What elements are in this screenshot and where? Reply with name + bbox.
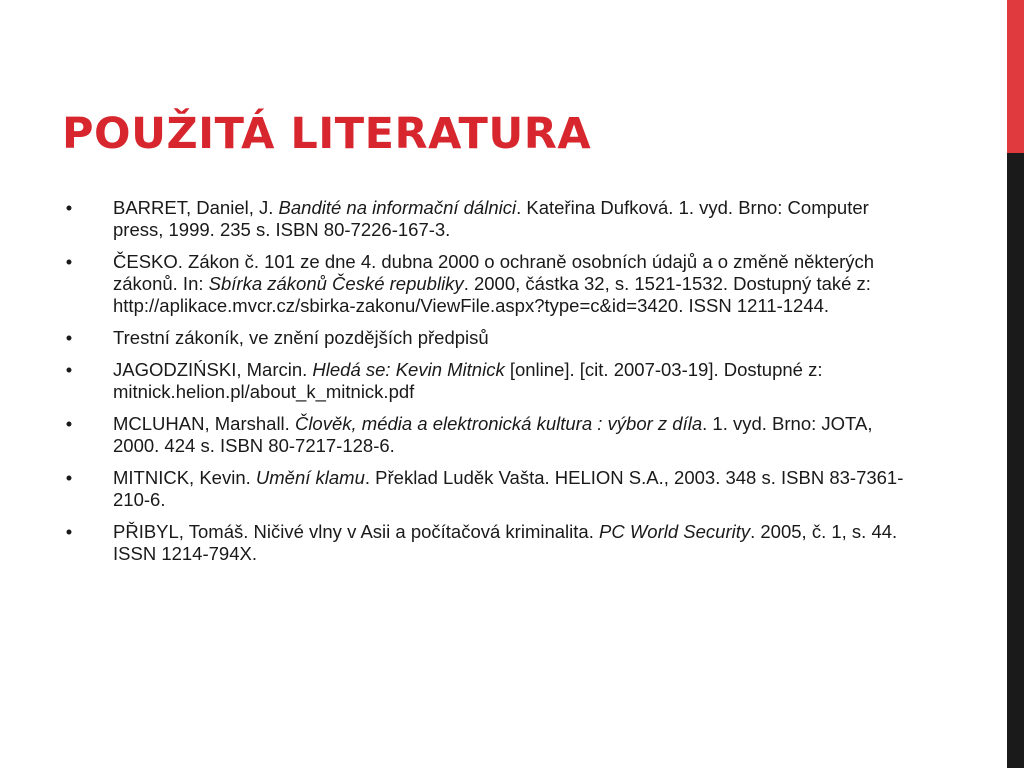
reference-list (62, 197, 912, 575)
reference-text-tail: . Překlad Luděk Vašta. HELION S.A., 2003. 348 s. ISBN 83-7361-210-6. (113, 467, 904, 510)
reference-item (62, 327, 912, 349)
bullet-icon: • (65, 251, 73, 272)
reference-text-tail: . 2000, částka 32, s. 1521-1532. Dostupný také z: http://aplikace.mvcr.cz/sbirka-zakonu/ViewFile.aspx?type=c&id=3420. ISSN 1211-1244. (113, 273, 871, 316)
bullet-icon: • (65, 359, 73, 380)
bullet-icon: • (65, 197, 73, 218)
reference-title: PC World Security (598, 521, 751, 542)
reference-item (62, 251, 912, 317)
reference-text (113, 521, 897, 564)
reference-text-lead: ČESKO. Zákon č. 101 ze dne 4. dubna 2000 o ochraně osobních údajů a o změně některých zákonů. In: (113, 251, 875, 294)
reference-item (62, 359, 912, 403)
reference-text (113, 327, 489, 348)
reference-text (113, 413, 872, 456)
accent-bar-top (1007, 0, 1024, 153)
reference-item (62, 521, 912, 565)
reference-text-lead: JAGODZIŃSKI, Marcin. (113, 359, 313, 380)
reference-text-lead: BARRET, Daniel, J. (113, 197, 279, 218)
reference-text-lead: Trestní zákoník, ve znění pozdějších předpisů (113, 327, 489, 348)
reference-text-tail: . Kateřina Dufková. 1. vyd. Brno: Computer press, 1999. 235 s. ISBN 80-7226-167-3. (113, 197, 869, 240)
reference-title: Sbírka zákonů České republiky (208, 273, 464, 294)
bullet-icon: • (65, 521, 73, 542)
reference-item (62, 413, 912, 457)
reference-text (113, 197, 869, 240)
accent-bar-bottom (1007, 153, 1024, 768)
reference-text-tail: [online]. [cit. 2007-03-19]. Dostupné z: mitnick.helion.pl/about_k_mitnick.pdf (113, 359, 823, 402)
reference-text (113, 251, 874, 316)
reference-text-lead: MITNICK, Kevin. (113, 467, 256, 488)
reference-title: Bandité na informační dálnici (278, 197, 517, 218)
reference-title: Hledá se: Kevin Mitnick (312, 359, 505, 380)
bullet-icon: • (65, 467, 73, 488)
reference-title: Člověk, média a elektronická kultura : výbor z díla (294, 413, 703, 434)
bullet-icon: • (65, 327, 73, 348)
reference-text (113, 359, 822, 402)
reference-text-tail: . 2005, č. 1, s. 44. ISSN 1214-794X. (113, 521, 898, 564)
reference-text-tail: . 1. vyd. Brno: JOTA, 2000. 424 s. ISBN 80-7217-128-6. (113, 413, 873, 456)
reference-item (62, 197, 912, 241)
reference-title: Umění klamu (255, 467, 365, 488)
reference-text (113, 467, 903, 510)
bullet-icon: • (65, 413, 73, 434)
reference-text-lead: PŘIBYL, Tomáš. Ničivé vlny v Asii a počítačová kriminalita. (113, 521, 599, 542)
slide-title: POUŽITÁ LITERATURA (62, 109, 592, 159)
reference-item (62, 467, 912, 511)
reference-text-lead: MCLUHAN, Marshall. (113, 413, 295, 434)
